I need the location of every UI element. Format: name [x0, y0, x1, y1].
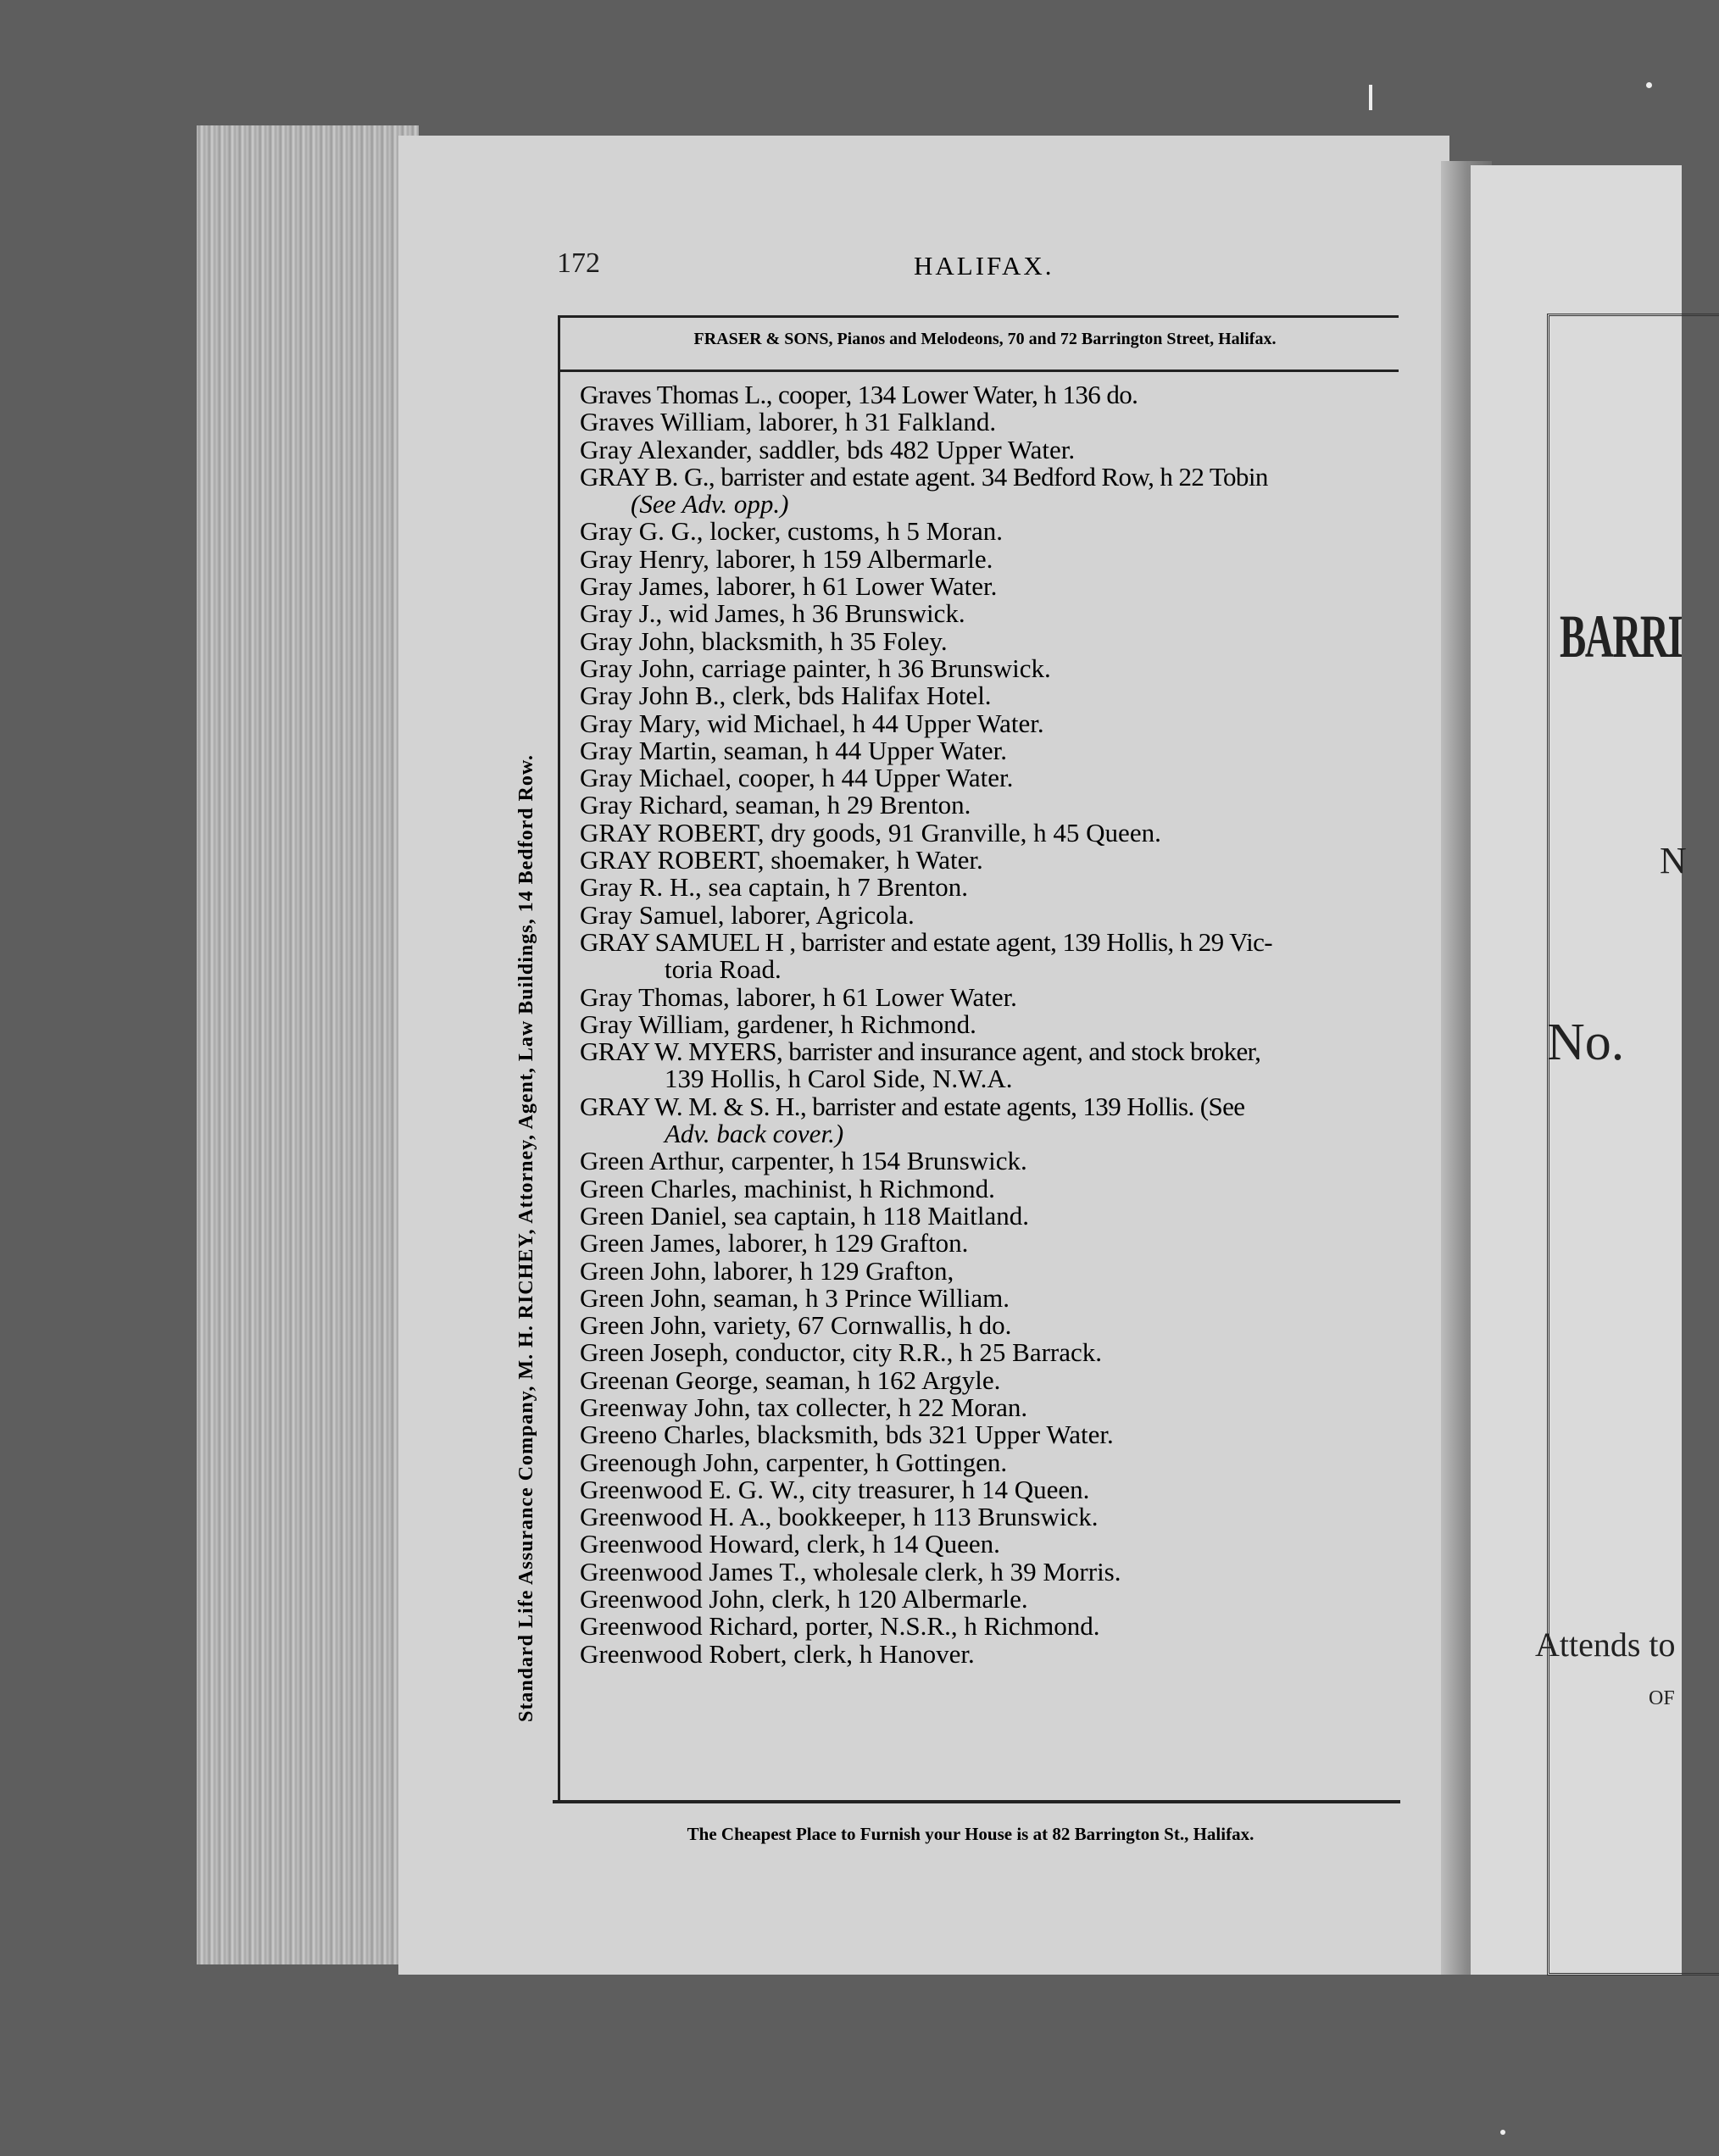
right-page-letter-fragment: N: [1660, 840, 1687, 881]
frame-bottom-rule: [553, 1800, 1400, 1803]
directory-entry: GRAY B. G., barrister and estate agent. 34 Bedford Row, h 22 Tobin: [580, 461, 1268, 492]
book-page-edges: [197, 125, 419, 1964]
scan-dust-mark: [1500, 2130, 1505, 2135]
directory-entry: Greenwood E. G. W., city treasurer, h 14 Queen.: [580, 1474, 1090, 1504]
directory-entry: Greenan George, seaman, h 162 Argyle.: [580, 1364, 1001, 1395]
directory-entry: Graves William, laborer, h 31 Falkland.: [580, 407, 997, 437]
directory-entry: Gray John, carriage painter, h 36 Brunswick.: [580, 653, 1051, 683]
directory-entries: [580, 381, 1394, 1668]
directory-entry: Green Joseph, conductor, city R.R., h 25 Barrack.: [580, 1337, 1103, 1368]
directory-entry: Green John, laborer, h 129 Grafton,: [580, 1255, 954, 1286]
right-page-attends-fragment: Attends to: [1535, 1625, 1676, 1664]
directory-entry: Gray G. G., locker, customs, h 5 Moran.: [580, 516, 1003, 547]
directory-entry: Green James, laborer, h 129 Grafton.: [580, 1228, 969, 1259]
right-page-number-fragment: No.: [1547, 1014, 1625, 1071]
directory-entry: Gray Alexander, saddler, bds 482 Upper Water.: [580, 434, 1076, 464]
directory-entry: Green John, seaman, h 3 Prince William.: [580, 1282, 1010, 1313]
directory-entry: Green Daniel, sea captain, h 118 Maitland.: [580, 1200, 1029, 1231]
directory-entry: Green Charles, machinist, h Richmond.: [580, 1173, 995, 1203]
directory-entry: Gray John, blacksmith, h 35 Foley.: [580, 625, 948, 656]
directory-entry-continuation: Adv. back cover.): [665, 1119, 844, 1149]
frame-banner-rule: [558, 370, 1399, 372]
directory-entry: Gray John B., clerk, bds Halifax Hotel.: [580, 681, 992, 711]
right-page-of-fragment: OF: [1649, 1687, 1675, 1709]
directory-entry: Green John, variety, 67 Cornwallis, h do.: [580, 1310, 1012, 1341]
directory-entry: Greenway John, tax collecter, h 22 Moran.: [580, 1392, 1028, 1422]
directory-entry: Gray William, gardener, h Richmond.: [580, 1009, 976, 1039]
frame-left-rule: [558, 315, 560, 1803]
directory-entry: Gray Michael, cooper, h 44 Upper Water.: [580, 763, 1014, 793]
directory-entry-continuation: (See Adv. opp.): [631, 489, 789, 520]
directory-entry: GRAY ROBERT, dry goods, 91 Granville, h 45 Queen.: [580, 817, 1161, 847]
directory-entry: GRAY W. MYERS, barrister and insurance agent, and stock broker,: [580, 1036, 1261, 1067]
directory-entry: Greenough John, carpenter, h Gottingen.: [580, 1447, 1008, 1477]
directory-entry: Greenwood James T., wholesale clerk, h 39 Morris.: [580, 1556, 1121, 1586]
directory-entry: GRAY SAMUEL H , barrister and estate agent, 139 Hollis, h 29 Vic-: [580, 926, 1272, 957]
directory-entry: Gray Richard, seaman, h 29 Brenton.: [580, 790, 971, 820]
directory-entry: Gray Martin, seaman, h 44 Upper Water.: [580, 735, 1007, 765]
top-advertisement-banner: FRASER & SONS, Pianos and Melodeons, 70 and 72 Barrington Street, Halifax.: [693, 329, 1277, 348]
right-page: [1471, 165, 1687, 1975]
frame-top-rule: [558, 315, 1399, 318]
directory-entry: Graves Thomas L., cooper, 134 Lower Water, h 136 do.: [580, 380, 1138, 409]
directory-entry: Gray R. H., sea captain, h 7 Brenton.: [580, 872, 968, 903]
directory-entry: Gray Henry, laborer, h 159 Albermarle.: [580, 543, 993, 574]
scan-dust-mark: [1646, 82, 1652, 88]
directory-entry: Greenwood H. A., bookkeeper, h 113 Brunswick.: [580, 1502, 1099, 1532]
bottom-advertisement-banner: The Cheapest Place to Furnish your House is at 82 Barrington St., Halifax.: [687, 1823, 1254, 1844]
running-head: HALIFAX.: [914, 251, 1054, 281]
directory-entry: Gray Samuel, laborer, Agricola.: [580, 899, 915, 930]
page-number-text: 172: [557, 247, 600, 279]
directory-entry: GRAY W. M. & S. H., barrister and estate agents, 139 Hollis. (See: [580, 1091, 1245, 1121]
directory-entry: Greenwood Robert, clerk, h Hanover.: [580, 1638, 975, 1669]
directory-entry: Gray James, laborer, h 61 Lower Water.: [580, 571, 998, 602]
right-page-frame: [1547, 314, 1719, 1975]
directory-entry: GRAY ROBERT, shoemaker, h Water.: [580, 845, 983, 875]
directory-entry: Greenwood Howard, clerk, h 14 Queen.: [580, 1529, 1000, 1559]
scan-dust-mark: [1369, 85, 1372, 110]
directory-entry: Greenwood Richard, porter, N.S.R., h Richmond.: [580, 1611, 1100, 1642]
right-page-heading-fragment: BARRI: [1560, 603, 1683, 670]
directory-entry-continuation: 139 Hollis, h Carol Side, N.W.A.: [665, 1064, 1013, 1094]
directory-entry: Green Arthur, carpenter, h 154 Brunswick.: [580, 1146, 1027, 1176]
directory-entry: Greenwood John, clerk, h 120 Albermarle.: [580, 1584, 1028, 1614]
side-advertisement-banner: Standard Life Assurance Company, M. H. RICHEY, Attorney, Agent, Law Buildings, 14 Bedford Row.: [515, 754, 537, 1722]
directory-entry-continuation: toria Road.: [665, 954, 782, 985]
directory-entry: Gray Mary, wid Michael, h 44 Upper Water.: [580, 708, 1044, 738]
directory-entry: Gray J., wid James, h 36 Brunswick.: [580, 598, 965, 629]
directory-entry: Gray Thomas, laborer, h 61 Lower Water.: [580, 981, 1017, 1012]
directory-entry: Greeno Charles, blacksmith, bds 321 Upper Water.: [580, 1420, 1114, 1450]
